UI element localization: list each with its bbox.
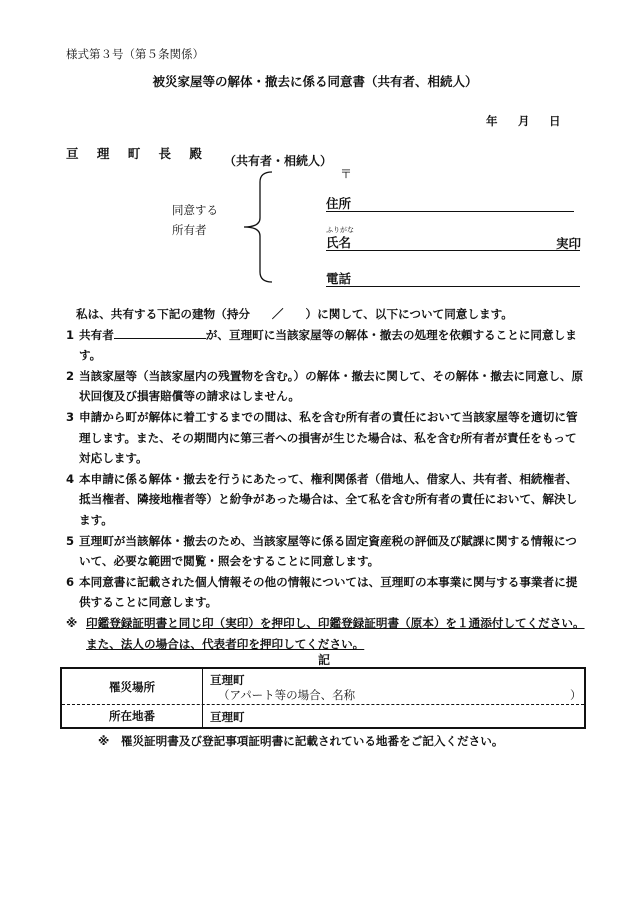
name-underline[interactable] [326, 250, 580, 251]
lot-number-footnote: ※ 罹災証明書及び登記事項証明書に記載されている地番をご記入ください。 [98, 734, 504, 748]
disaster-location-header: 罹災場所 [62, 669, 203, 704]
table-row: 所在地番 亘理町 [62, 705, 584, 727]
addressee: 亘 理 町 長 殿 [66, 146, 209, 161]
co-owner-blank[interactable] [114, 326, 206, 339]
furigana-label: ふりがな [326, 226, 354, 234]
consent-intro: 私は、共有する下記の建物（持分 ／ ）に関して、以下について同意します。 [76, 307, 513, 321]
consent-label-line1: 同意する [172, 203, 218, 217]
curly-brace [240, 170, 274, 284]
seal-note: ※ 印鑑登録証明書と同じ印（実印）を押印し、印鑑登録証明書（原本）を１通添付してください。また、法人の場合は、代表者印を押印してください。 [66, 615, 585, 651]
phone-label: 電話 [326, 271, 352, 286]
date-year-label: 年 [486, 114, 498, 128]
address-label: 住所 [326, 196, 352, 211]
date-month-label: 月 [518, 114, 530, 128]
consent-item-3: 3 申請から町が解体に着工するまでの間は、私を含む所有者の責任において当該家屋等を適切に管理します。また、その期間内に第三者への損害が生じた場合は、私を含む所有者が責任をもって対応します。 [66, 409, 578, 466]
apartment-name-hint: （アパート等の場合、名称 [218, 688, 356, 702]
consent-item-5: 5 亘理町が当該解体・撤去のため、当該家屋等に係る固定資産税の評価及び賦課に関する情報について、必要な範囲で閲覧・照会をすることに同意します。 [66, 533, 577, 569]
party-label: （共有者・相続人） [224, 154, 333, 168]
consent-item-1: 1 共有者 が、亘理町に当該家屋等の解体・撤去の処理を依頼することに同意します。 [66, 327, 577, 363]
seal-label: 実印 [556, 236, 582, 251]
name-label: 氏名 [326, 235, 352, 250]
document-title: 被災家屋等の解体・撤去に係る同意書（共有者、相続人） [152, 74, 478, 89]
lot-number-header: 所在地番 [62, 705, 203, 727]
share-slash: ／ [271, 307, 284, 321]
form-number: 様式第３号（第５条関係） [66, 47, 204, 61]
consent-item-4: 4 本申請に係る解体・撤去を行うにあたって、権利関係者（借地人、借家人、共有者、相続権者、抵当権者、隣接地権者等）と紛争があった場合は、全て私を含む所有者の責任において、解決します。 [66, 471, 578, 527]
consent-label-line2: 所有者 [172, 223, 207, 237]
address-underline[interactable] [326, 211, 574, 212]
location-table [60, 667, 586, 729]
date-day-label: 日 [549, 114, 561, 128]
consent-item-6: 6 本同意書に記載された個人情報その他の情報については、亘理町の本事業に関与する事業者に提供することに同意します。 [66, 574, 578, 610]
consent-item-2: 2 当該家屋等（当該家屋内の残置物を含む。）の解体・撤去に関して、その解体・撤去に同意し、原状回復及び損害賠償等の請求はしません。 [66, 368, 584, 404]
consent-body [66, 304, 586, 654]
phone-underline[interactable] [326, 286, 580, 287]
postal-mark: 〒 [340, 167, 353, 181]
record-heading: 記 [318, 653, 331, 667]
table-row: 罹災場所 亘理町 （アパート等の場合、名称 ） [62, 669, 584, 705]
